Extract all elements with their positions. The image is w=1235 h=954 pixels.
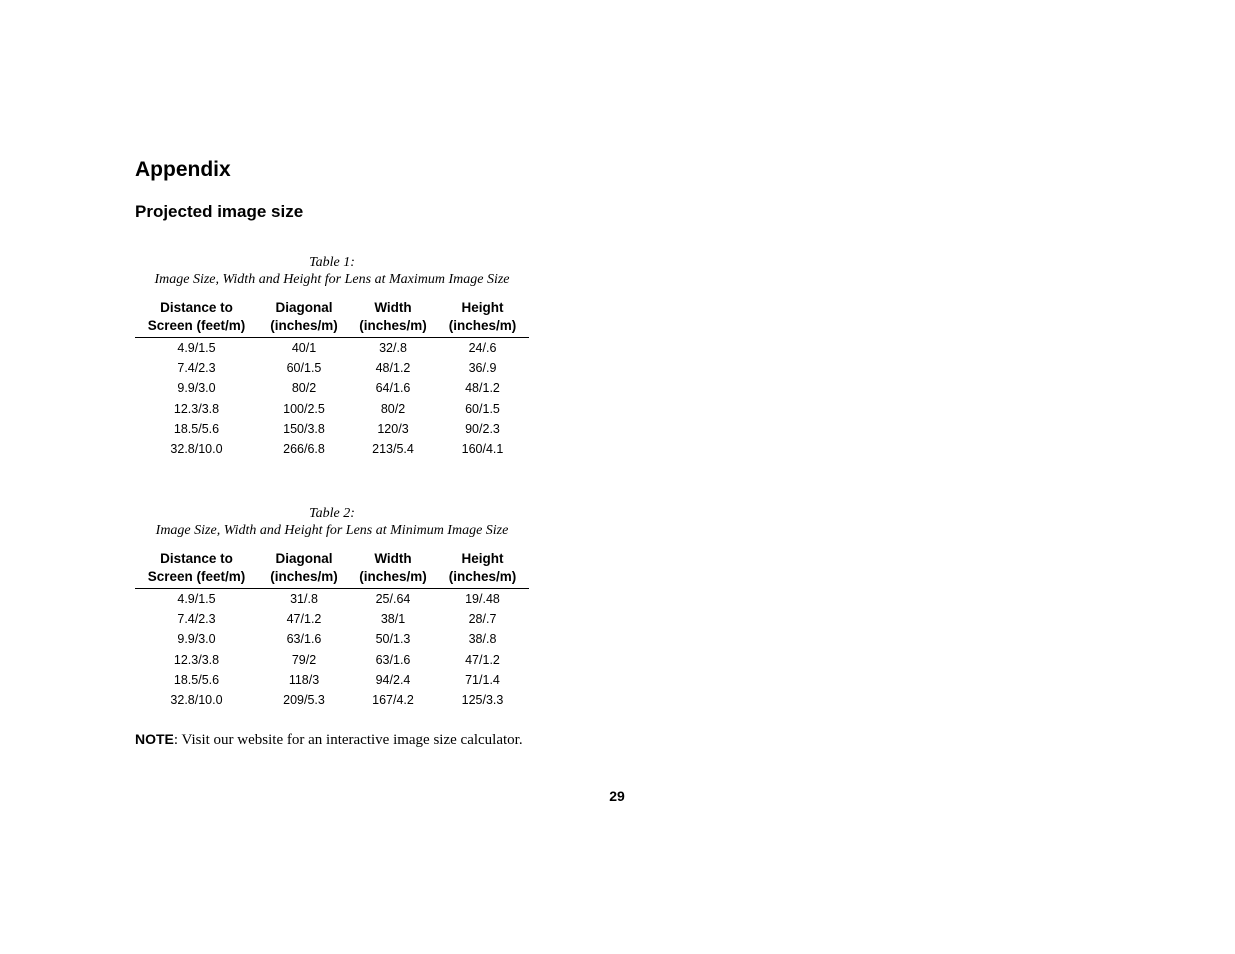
table-cell: 120/3 xyxy=(377,421,409,436)
table-cell: 28/.7 xyxy=(468,612,497,627)
table-row xyxy=(135,399,529,419)
header-line: (inches/m) xyxy=(359,569,427,584)
table-cell: 71/1.4 xyxy=(465,672,500,687)
header-line: Screen (feet/m) xyxy=(147,569,246,584)
table-cell: 48/1.2 xyxy=(375,361,411,376)
header-line: (inches/m) xyxy=(448,318,517,333)
table-cell: 118/3 xyxy=(288,672,320,687)
note-label: NOTE xyxy=(135,731,174,747)
note-text: : Visit our website for an interactive image size calculator. xyxy=(173,732,523,748)
table2-caption-number: Table 2: xyxy=(309,506,355,521)
header-line: (inches/m) xyxy=(448,569,517,584)
table2-header-height xyxy=(436,550,529,589)
table-cell: 80/2 xyxy=(380,401,406,416)
table-cell: 47/1.2 xyxy=(286,612,322,627)
table-cell: 32/.8 xyxy=(379,341,407,355)
table-row xyxy=(135,338,529,359)
table-row xyxy=(135,419,529,439)
header-line: (inches/m) xyxy=(270,569,338,584)
table-cell: 40/1 xyxy=(291,341,317,355)
table2-header-width xyxy=(350,550,436,589)
table-cell: 12.3/3.8 xyxy=(173,401,220,416)
table1-caption-number: Table 1: xyxy=(309,255,355,270)
note xyxy=(135,730,523,749)
header-line: Distance to xyxy=(160,300,233,315)
table-cell: 94/2.4 xyxy=(375,672,411,687)
table-cell: 18.5/5.6 xyxy=(173,421,220,436)
table-cell: 48/1.2 xyxy=(465,381,500,396)
table-row xyxy=(135,690,529,710)
table2-header-diagonal xyxy=(258,550,350,589)
header-line: Height xyxy=(461,551,504,566)
table-row xyxy=(135,650,529,670)
table2-header-row xyxy=(135,550,529,589)
table-row xyxy=(135,378,529,398)
table1-caption xyxy=(133,254,531,288)
table-cell: 90/2.3 xyxy=(465,421,500,436)
table-cell: 79/2 xyxy=(291,652,317,667)
table-cell: 80/2 xyxy=(291,381,317,396)
table1-header-row xyxy=(135,299,529,338)
table-cell: 50/1.3 xyxy=(375,632,411,647)
table-cell: 32.8/10.0 xyxy=(170,693,223,708)
section-title: Projected image size xyxy=(135,202,304,221)
table-cell: 63/1.6 xyxy=(286,632,322,647)
table-cell: 24/.6 xyxy=(468,341,497,355)
header-line: Screen (feet/m) xyxy=(147,318,246,333)
table2-header-distance xyxy=(135,550,258,589)
table-row xyxy=(135,439,529,459)
table-cell: 64/1.6 xyxy=(375,381,411,396)
table-row xyxy=(135,629,529,649)
table-cell: 4.9/1.5 xyxy=(177,592,216,606)
page-title: Appendix xyxy=(135,158,231,181)
table-cell: 63/1.6 xyxy=(375,652,411,667)
table-cell: 47/1.2 xyxy=(465,652,500,667)
table-cell: 167/4.2 xyxy=(372,693,414,708)
header-line: Width xyxy=(374,551,412,566)
table-row xyxy=(135,589,529,610)
table-cell: 60/1.5 xyxy=(465,401,500,416)
table-cell: 31/.8 xyxy=(290,592,318,606)
header-line: Diagonal xyxy=(275,551,333,566)
table-cell: 150/3.8 xyxy=(283,421,325,436)
table-cell: 38/.8 xyxy=(468,632,497,647)
table-cell: 7.4/2.3 xyxy=(177,361,216,376)
table-cell: 9.9/3.0 xyxy=(177,632,216,647)
table-row xyxy=(135,609,529,629)
table1-header-width xyxy=(350,299,436,338)
table-cell: 266/6.8 xyxy=(283,442,325,457)
table-cell: 7.4/2.3 xyxy=(177,612,216,627)
table-cell: 4.9/1.5 xyxy=(177,341,216,355)
table1-header-diagonal xyxy=(258,299,350,338)
table1-header-height xyxy=(436,299,529,338)
page-number: 29 xyxy=(609,788,625,804)
table-cell: 209/5.3 xyxy=(283,693,325,708)
table-cell: 100/2.5 xyxy=(283,401,325,416)
table-row xyxy=(135,670,529,690)
table-cell: 38/1 xyxy=(380,612,406,627)
table-cell: 12.3/3.8 xyxy=(173,652,220,667)
header-line: Height xyxy=(461,300,504,315)
table-cell: 25/.64 xyxy=(375,592,411,606)
header-line: Distance to xyxy=(160,551,233,566)
table-cell: 125/3.3 xyxy=(461,693,504,708)
table1-caption-title: Image Size, Width and Height for Lens at Maximum Image Size xyxy=(154,272,510,287)
table2-caption xyxy=(133,505,531,539)
table1 xyxy=(135,299,529,459)
table-cell: 18.5/5.6 xyxy=(173,672,220,687)
table-cell: 160/4.1 xyxy=(461,442,504,457)
table-cell: 36/.9 xyxy=(468,361,497,376)
header-line: Width xyxy=(374,300,412,315)
header-line: (inches/m) xyxy=(270,318,338,333)
table-cell: 9.9/3.0 xyxy=(177,381,216,396)
header-line: Diagonal xyxy=(275,300,333,315)
table2 xyxy=(135,550,529,710)
table-cell: 213/5.4 xyxy=(372,442,414,457)
header-line: (inches/m) xyxy=(359,318,427,333)
table-row xyxy=(135,358,529,378)
table-cell: 60/1.5 xyxy=(286,361,322,376)
table-cell: 19/.48 xyxy=(465,592,500,606)
table2-caption-title: Image Size, Width and Height for Lens at Minimum Image Size xyxy=(155,523,509,538)
table1-header-distance xyxy=(135,299,258,338)
table-cell: 32.8/10.0 xyxy=(170,442,223,457)
